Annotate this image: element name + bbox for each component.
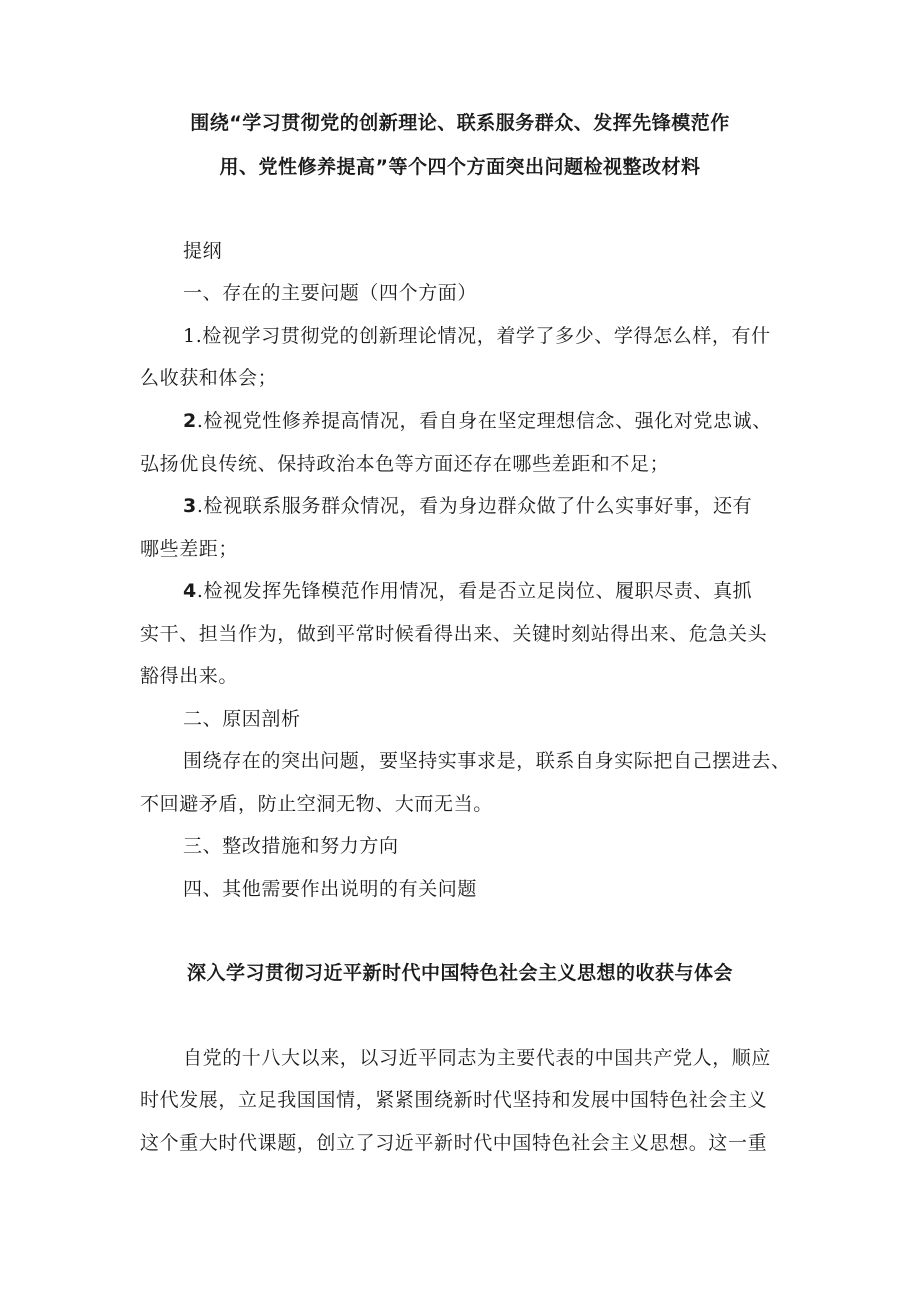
item-4-line-2: 实干、担当作为，做到平常时候看得出来、关键时刻站得出来、危急关头 xyxy=(140,623,768,645)
section-2-heading: 二、原因剖析 xyxy=(183,708,301,730)
item-4-text: .检视发挥先锋模范作用情况，看是否立足岗位、履职尽责、真抓 xyxy=(196,580,753,602)
document-title-line-1: 围绕“学习贯彻党的创新理论、联系服务群众、发挥先锋模范作 xyxy=(190,112,730,134)
document-title-line-2: 用、党性修养提高”等个四个方面突出问题检视整改材料 xyxy=(219,156,701,178)
section-2-text-line-1: 围绕存在的突出问题，要坚持实事求是，联系自身实际把自己摆进去、 xyxy=(183,750,791,772)
body-line-1: 自党的十八大以来，以习近平同志为主要代表的中国共产党人，顺应 xyxy=(183,1047,772,1069)
second-article-title: 深入学习贯彻习近平新时代中国特色社会主义思想的收获与体会 xyxy=(186,962,733,984)
item-4-line-1 xyxy=(183,576,752,603)
item-3-number: 3 xyxy=(183,495,197,517)
section-2-text-line-2: 不回避矛盾，防止空洞无物、大而无当。 xyxy=(140,793,493,815)
section-4-heading: 四、其他需要作出说明的有关问题 xyxy=(183,878,478,900)
item-2-number: 2 xyxy=(183,410,197,432)
item-4-number: 4 xyxy=(183,580,197,602)
item-1-line-2: 么收获和体会； xyxy=(140,367,278,389)
item-3-line-1 xyxy=(183,491,752,518)
item-1-line-1: 1.检视学习贯彻党的创新理论情况，着学了多少、学得怎么样，有什 xyxy=(183,325,771,347)
item-3-line-2: 哪些差距； xyxy=(140,538,239,560)
outline-heading: 提纲 xyxy=(183,240,223,262)
item-3-text: .检视联系服务群众情况，看为身边群众做了什么实事好事，还有 xyxy=(196,495,753,517)
body-line-3: 这个重大时代课题，创立了习近平新时代中国特色社会主义思想。这一重 xyxy=(140,1132,768,1154)
item-2-text: .检视党性修养提高情况，看自身在坚定理想信念、强化对党忠诚、 xyxy=(196,410,772,432)
section-3-heading: 三、整改措施和努力方向 xyxy=(183,835,399,857)
item-4-line-3: 豁得出来。 xyxy=(140,665,239,687)
body-line-2: 时代发展，立足我国国情，紧紧围绕新时代坚持和发展中国特色社会主义 xyxy=(140,1089,768,1111)
item-2-line-1 xyxy=(183,406,772,433)
item-2-line-2: 弘扬优良传统、保持政治本色等方面还存在哪些差距和不足； xyxy=(140,453,670,475)
section-1-heading: 一、存在的主要问题（四个方面） xyxy=(183,282,478,304)
